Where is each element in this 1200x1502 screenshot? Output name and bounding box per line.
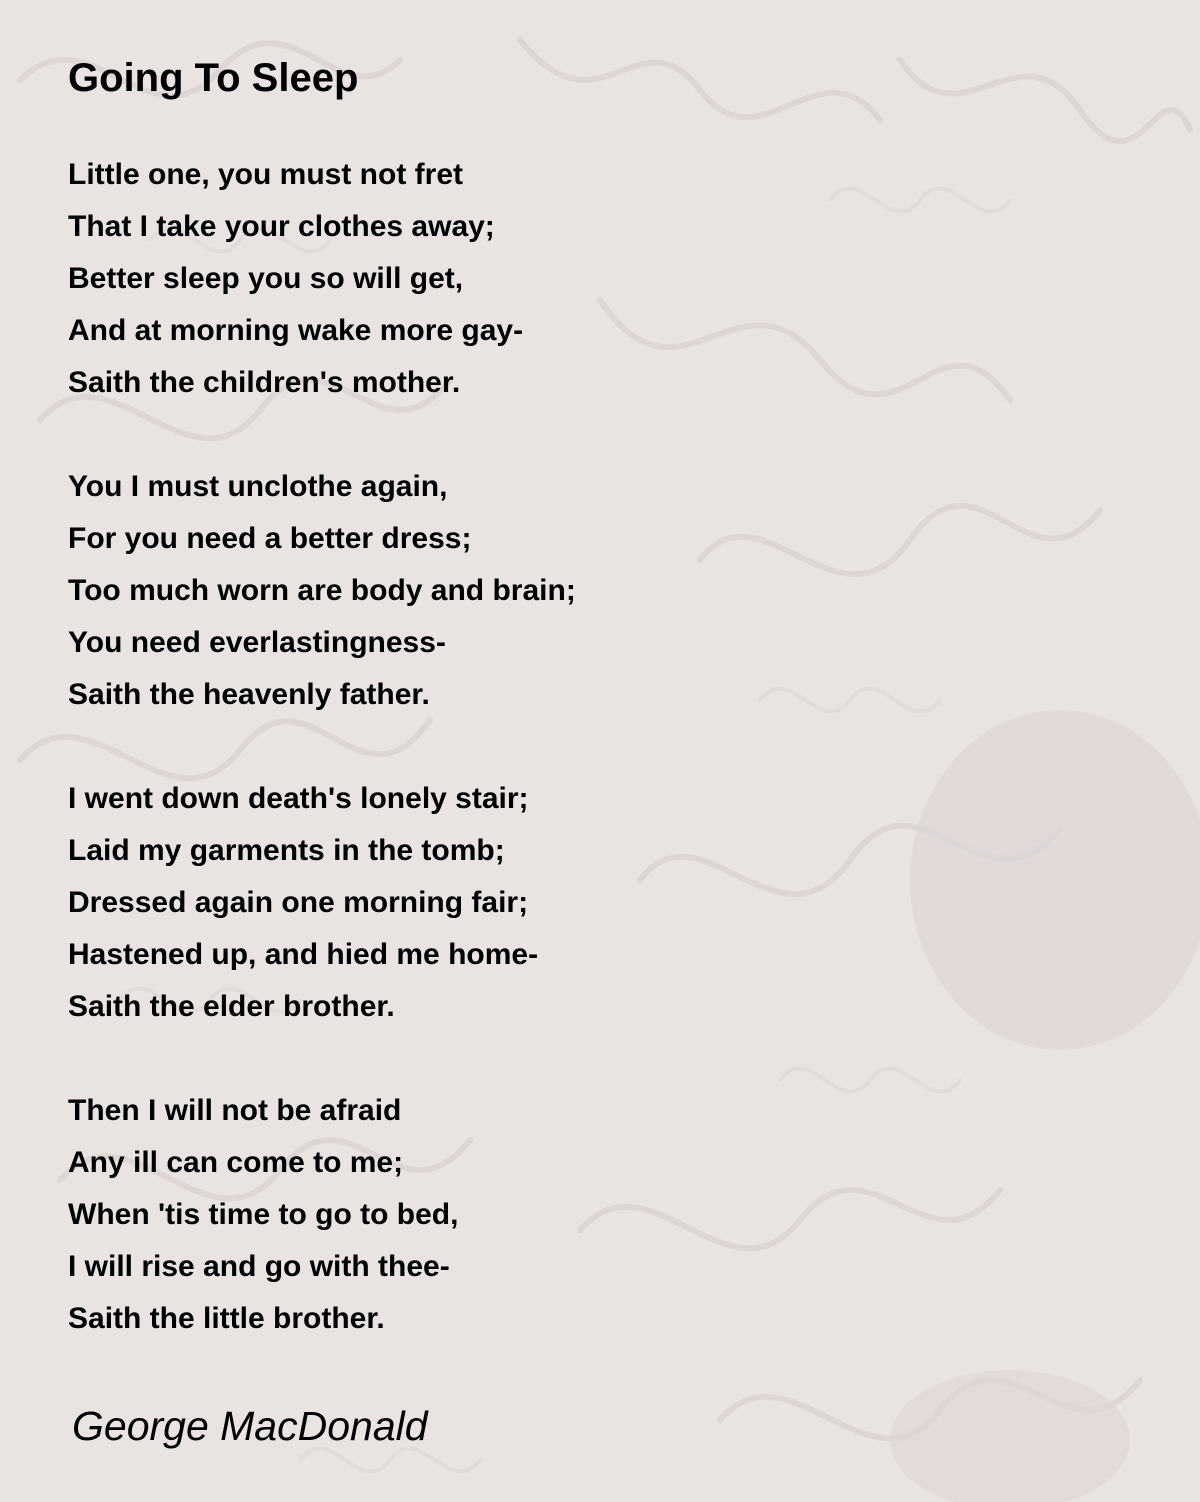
poem-line: Saith the children's mother. <box>68 366 461 399</box>
poem-line: When 'tis time to go to bed, <box>68 1198 459 1231</box>
poem-line: I will rise and go with thee- <box>68 1250 450 1283</box>
poem-line: You I must unclothe again, <box>68 470 448 503</box>
poem-stanza <box>68 773 1068 1033</box>
poem-line: Saith the heavenly father. <box>68 678 430 711</box>
poem-line: I went down death's lonely stair; <box>68 782 529 815</box>
poem-line: And at morning wake more gay- <box>68 314 524 347</box>
poem-author: George MacDonald <box>72 1403 428 1449</box>
poem-line: Hastened up, and hied me home- <box>68 938 539 971</box>
poem-line: Saith the little brother. <box>68 1302 385 1335</box>
poem-stanza <box>68 461 1068 721</box>
poem-line: Saith the elder brother. <box>68 990 395 1023</box>
poem-line: Laid my garments in the tomb; <box>68 834 505 867</box>
poem-line: For you need a better dress; <box>68 522 472 555</box>
poem-line: Then I will not be afraid <box>68 1094 402 1127</box>
poem-line: Dressed again one morning fair; <box>68 886 529 919</box>
poem-line: You need everlastingness- <box>68 626 446 659</box>
poem-line: Any ill can come to me; <box>68 1146 404 1179</box>
poem-title: Going To Sleep <box>68 56 359 100</box>
poem-line: That I take your clothes away; <box>68 210 495 243</box>
poem-line: Better sleep you so will get, <box>68 262 464 295</box>
poem-line: Little one, you must not fret <box>68 158 463 191</box>
poem-line: Too much worn are body and brain; <box>68 574 576 607</box>
poem-stanza <box>68 1085 1068 1345</box>
poem-stanza <box>68 149 1068 409</box>
